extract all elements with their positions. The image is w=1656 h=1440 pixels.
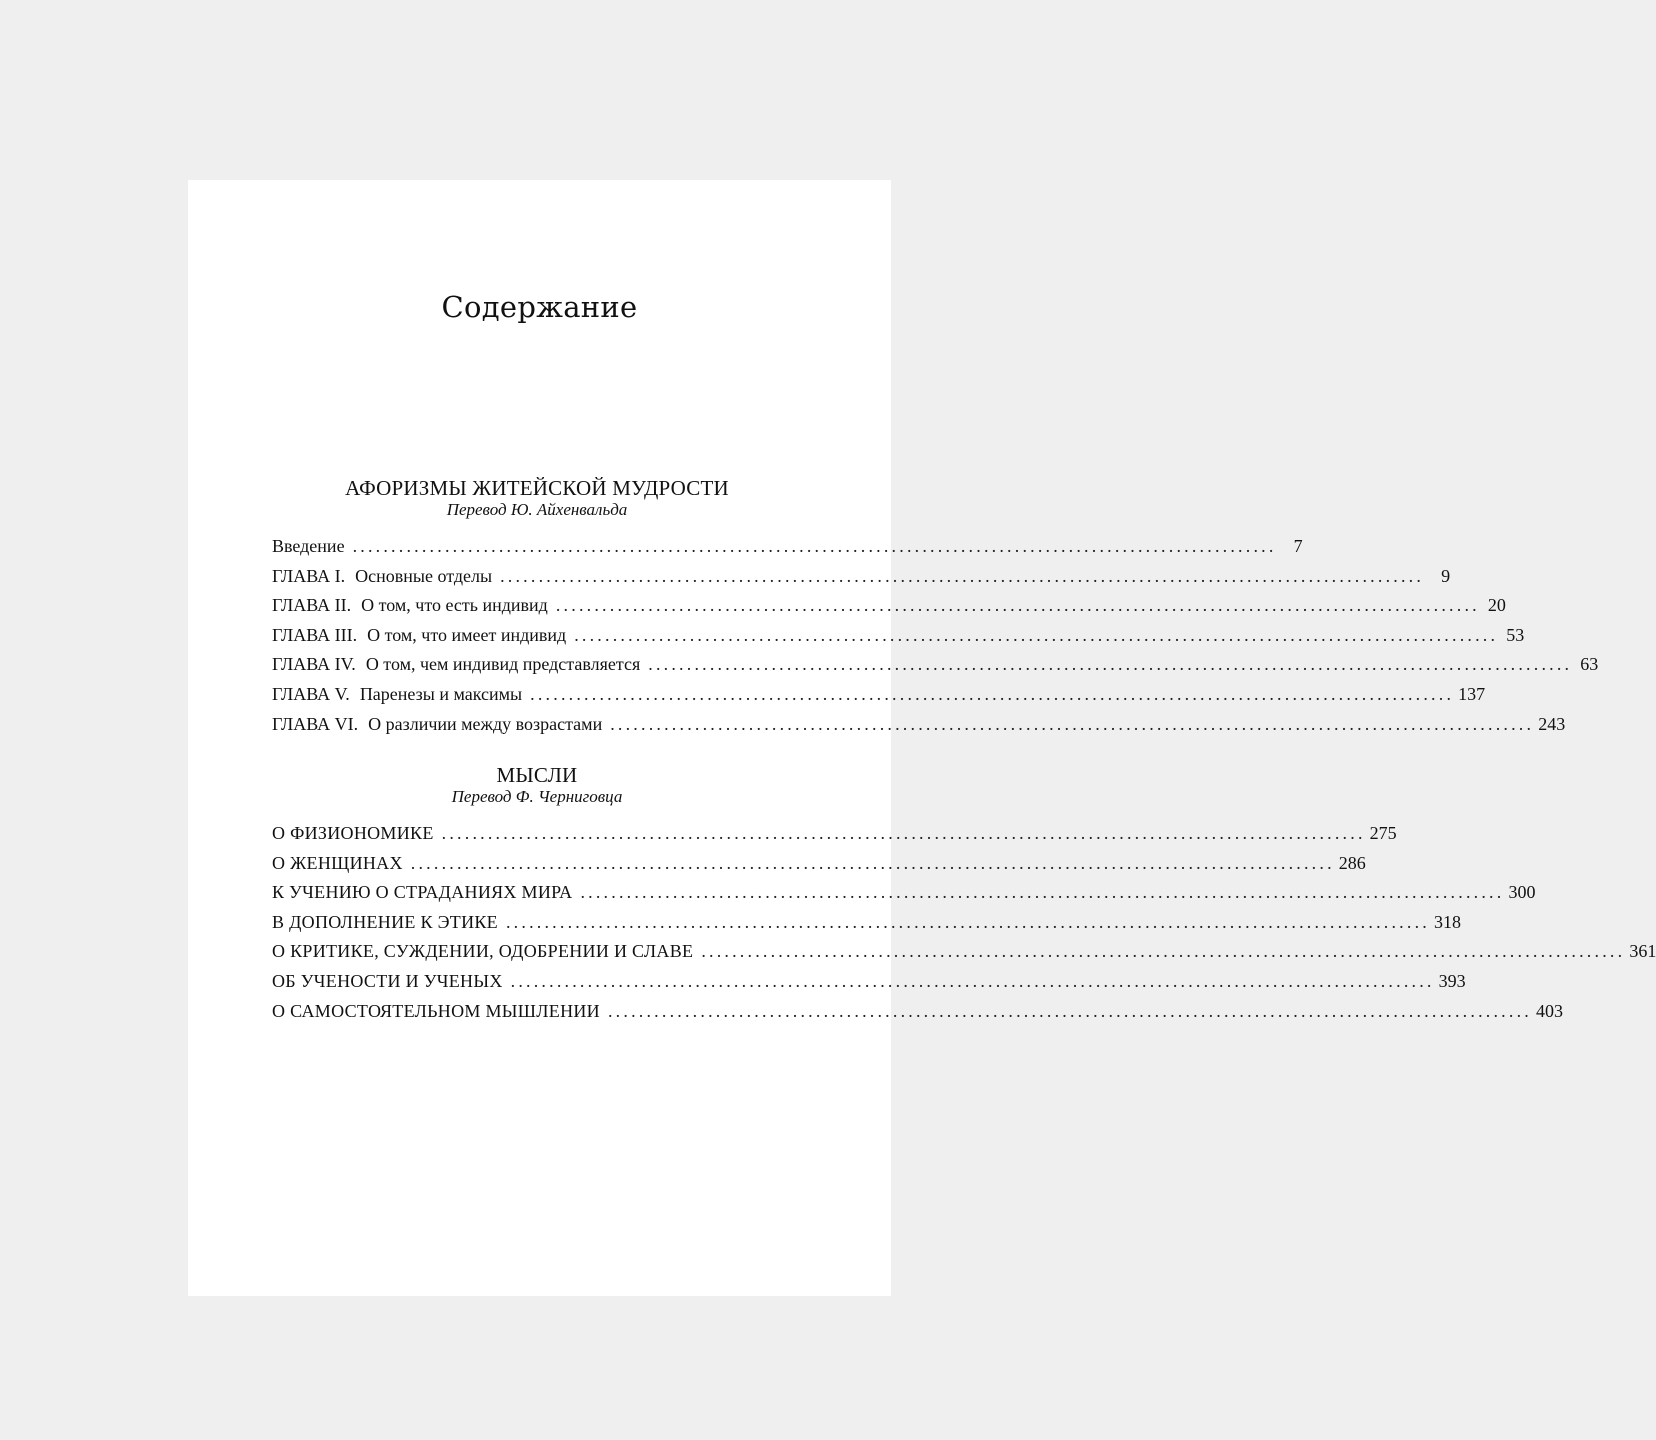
section-title: АФОРИЗМЫ ЖИТЕЙСКОЙ МУДРОСТИ [345, 476, 729, 500]
entry-title: О САМОСТОЯТЕЛЬНОМ МЫШЛЕНИИ [272, 1000, 600, 1021]
section-translator: Перевод Ф. Черниговца [451, 787, 623, 806]
dot-leader: ........................................................................................................................ [648, 654, 1573, 675]
toc-entry[interactable] [272, 967, 1466, 997]
toc-entry[interactable] [272, 937, 1656, 967]
toc-entry[interactable] [272, 997, 1563, 1027]
dot-leader: ........................................................................................................................ [352, 536, 1277, 556]
entry-title: Введение [272, 536, 345, 556]
toc-entry[interactable] [272, 710, 1566, 740]
entry-page-number: 20 [1487, 595, 1506, 616]
toc-entry[interactable] [272, 878, 1536, 908]
toc-entry[interactable] [272, 819, 1397, 849]
entry-title: ГЛАВА I. Основные отделы [272, 565, 493, 586]
entry-title: ГЛАВА VI. О различии между возрастами [272, 713, 603, 734]
entry-title: О КРИТИКЕ, СУЖДЕНИИ, ОДОБРЕНИИ И СЛАВЕ [272, 941, 694, 962]
entry-page-number: 63 [1580, 654, 1599, 675]
chapter-number: ГЛАВА III. [272, 624, 358, 645]
book-page [188, 180, 1656, 1296]
entry-title: ОБ УЧЕНОСТИ И УЧЕНЫХ [272, 970, 503, 991]
entry-title: ГЛАВА IV. О том, чем индивид представляется [272, 654, 641, 675]
dot-leader: ........................................................................................................................ [701, 941, 1626, 962]
chapter-number: ГЛАВА V. [272, 683, 350, 704]
dot-leader: ........................................................................................................................ [574, 624, 1499, 645]
entry-title: К УЧЕНИЮ О СТРАДАНИЯХ МИРА [272, 882, 573, 903]
toc-entry[interactable] [272, 849, 1366, 879]
chapter-number: ГЛАВА IV. [272, 654, 356, 675]
page-title: Содержание [441, 290, 638, 324]
entry-title: В ДОПОЛНЕНИЕ К ЭТИКЕ [272, 911, 498, 932]
dot-leader: ........................................................................................................................ [555, 595, 1480, 616]
toc-entry[interactable] [272, 650, 1599, 680]
dot-leader: ........................................................................................................................ [610, 713, 1535, 734]
entry-page-number: 300 [1508, 882, 1536, 903]
toc-section-aphorisms [272, 475, 1599, 739]
chapter-number: ГЛАВА II. [272, 595, 352, 616]
entry-title: ГЛАВА II. О том, что есть индивид [272, 595, 548, 616]
dot-leader: ........................................................................................................................ [510, 970, 1435, 991]
entry-page-number: 286 [1338, 852, 1366, 873]
dot-leader: ........................................................................................................................ [505, 911, 1430, 932]
section-title: МЫСЛИ [496, 763, 578, 787]
toc-entry[interactable] [272, 908, 1461, 938]
dot-leader: ........................................................................................................................ [441, 823, 1366, 843]
entry-page-number: 53 [1506, 624, 1525, 645]
entry-page-number: 243 [1538, 713, 1566, 734]
toc-section-thoughts [272, 762, 1656, 1026]
toc-entry[interactable] [272, 532, 1303, 562]
entry-page-number: 137 [1458, 683, 1486, 704]
entry-page-number: 7 [1293, 536, 1303, 556]
entry-page-number: 275 [1369, 823, 1397, 843]
entry-page-number: 393 [1438, 970, 1466, 991]
chapter-number: ГЛАВА I. [272, 565, 346, 586]
toc-entry[interactable] [272, 562, 1451, 592]
entry-page-number: 318 [1433, 911, 1461, 932]
entry-title: ГЛАВА III. О том, что имеет индивид [272, 624, 567, 645]
dot-leader: ........................................................................................................................ [530, 683, 1455, 704]
entry-page-number: 9 [1441, 565, 1451, 586]
entry-title: О ЖЕНЩИНАХ [272, 852, 403, 873]
dot-leader: ........................................................................................................................ [410, 852, 1335, 873]
section-translator: Перевод Ю. Айхенвальда [446, 500, 628, 519]
entry-page-number: 403 [1535, 1000, 1563, 1021]
dot-leader: ........................................................................................................................ [500, 565, 1425, 586]
chapter-number: ГЛАВА VI. [272, 713, 359, 734]
dot-leader: ........................................................................................................................ [580, 882, 1505, 903]
toc-entry[interactable] [272, 621, 1525, 651]
toc-entry[interactable] [272, 591, 1506, 621]
dot-leader: ........................................................................................................................ [607, 1000, 1532, 1021]
entry-title: О ФИЗИОНОМИКЕ [272, 823, 434, 843]
entry-title: ГЛАВА V. Паренезы и максимы [272, 683, 523, 704]
entry-page-number: 361 [1629, 941, 1656, 962]
toc-entry[interactable] [272, 680, 1486, 710]
